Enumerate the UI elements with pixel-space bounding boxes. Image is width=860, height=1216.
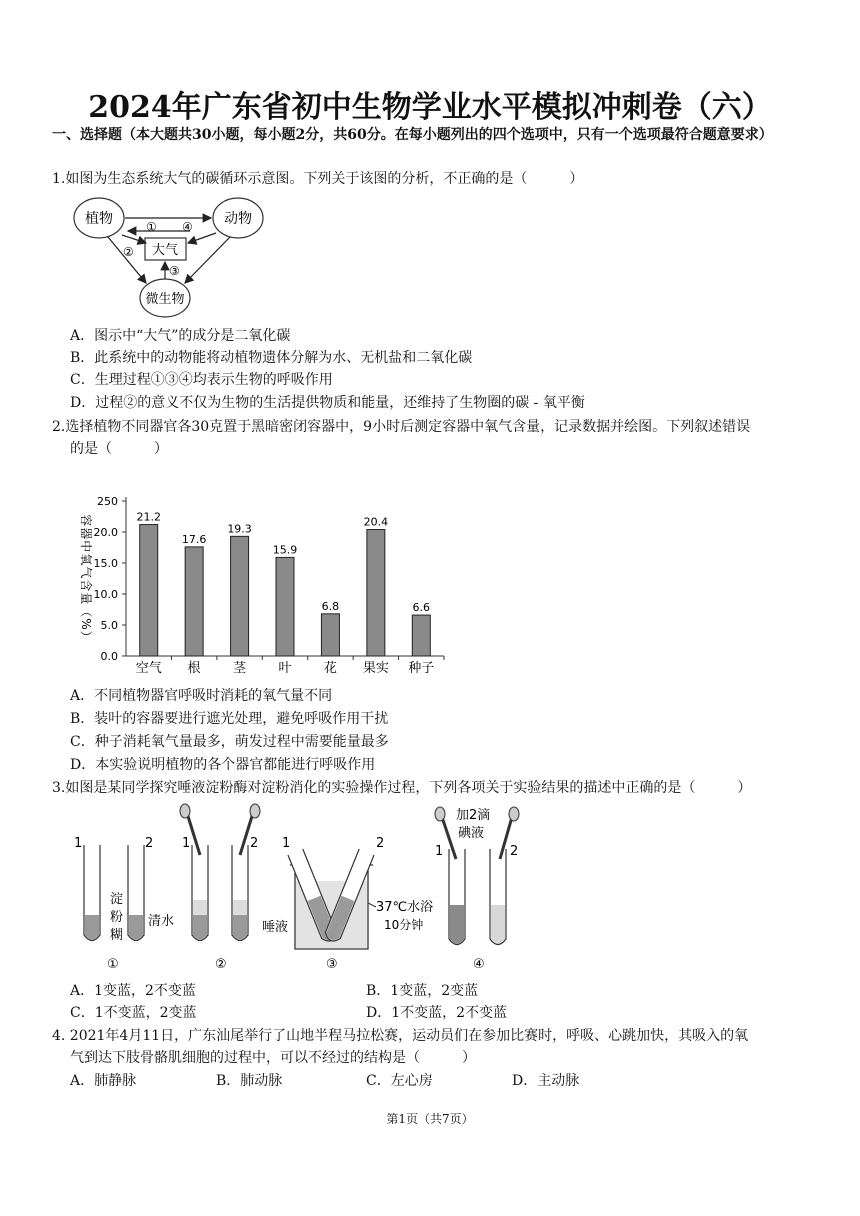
starch-label-1: 淀 <box>110 892 124 907</box>
step1-number: ① <box>107 957 119 972</box>
page-footer: 第1页（共7页） <box>386 1112 474 1126</box>
chart-y-tick-label: 0.0 <box>100 650 118 663</box>
chart-category-label: 根 <box>187 661 201 676</box>
chart-bar-6 <box>367 530 385 656</box>
page-title: 2024年广东省初中生物学业水平模拟冲刺卷（六） <box>88 90 772 125</box>
process-2-label: ② <box>123 245 134 259</box>
chart-category-label: 叶 <box>278 661 292 676</box>
animal-label: 动物 <box>224 211 252 227</box>
q2-option-b: B．装叶的容器要进行遮光处理，避免呼吸作用干扰 <box>70 711 389 727</box>
q3-option-b: B．1变蓝，2变蓝 <box>366 983 479 999</box>
chart-category-label: 花 <box>323 661 337 676</box>
bath-time-label: 10分钟 <box>384 918 424 932</box>
q2-option-a: A．不同植物器官呼吸时消耗的氧气量不同 <box>70 688 333 704</box>
water-bath-label: 37℃水浴 <box>376 900 434 915</box>
step2-tubes <box>180 804 260 941</box>
q1-option-d: D．过程②的意义不仅为生物的生活提供物质和能量，还维持了生物圈的碳 - 氧平衡 <box>70 395 585 411</box>
q2-stem-line2: 的是（ ） <box>70 441 168 457</box>
chart-y-tick-label: 20.0 <box>93 526 118 539</box>
chart-data-label: 21.2 <box>136 510 161 524</box>
q4-stem-line2: 气到达下肢骨骼肌细胞的过程中，可以不经过的结构是（ ） <box>70 1050 476 1066</box>
q2-option-c: C．种子消耗氧气量最多，萌发过程中需要能量最多 <box>70 734 389 750</box>
carbon-cycle-diagram <box>70 193 270 318</box>
iodine-label-2: 碘液 <box>458 826 485 841</box>
step1-tube1-label: 1 <box>74 836 83 851</box>
starch-label-3: 糊 <box>110 928 124 943</box>
plant-label: 植物 <box>85 211 113 227</box>
q3-option-c: C．1不变蓝，2变蓝 <box>70 1005 197 1021</box>
chart-category-label: 种子 <box>408 661 435 676</box>
chart-bar-3 <box>231 536 249 656</box>
chart-y-tick-label: 5.0 <box>100 619 118 632</box>
chart-bar-4 <box>276 557 294 656</box>
microbe-label: 微生物 <box>145 292 185 307</box>
chart-data-label: 20.4 <box>363 515 389 529</box>
step4-tube1-label: 1 <box>435 844 444 859</box>
section-heading: 一、选择题（本大题共30小题，每小题2分，共60分。在每小题列出的四个选项中，只有一个选项最符合题意要求） <box>52 127 773 143</box>
starch-label-2: 粉 <box>110 910 124 925</box>
process-3-label: ③ <box>169 264 180 278</box>
saliva-label: 唾液 <box>262 920 289 935</box>
chart-y-tick-label: 250 <box>97 495 118 508</box>
water-label: 清水 <box>148 914 175 929</box>
q4-option-a: A．肺静脉 <box>70 1073 137 1089</box>
chart-category-label: 茎 <box>233 661 247 676</box>
process-1-label: ① <box>146 220 157 234</box>
arrow-plant-air <box>122 235 146 243</box>
q4-stem-line1: 4. 2021年4月11日，广东汕尾举行了山地半程马拉松赛，运动员们在参加比赛时，呼吸、心跳加快，其吸入的氧 <box>52 1028 749 1044</box>
step3-water-bath <box>288 849 376 949</box>
q3-stem: 3.如图是某同学探究唾液淀粉酶对淀粉消化的实验操作过程，下列各项关于实验结果的描述中正确的是（ ） <box>52 780 752 796</box>
chart-y-tick-label: 10.0 <box>93 588 118 601</box>
chart-bar-5 <box>321 614 339 656</box>
chart-data-label: 17.6 <box>181 532 207 546</box>
q4-option-c: C．左心房 <box>366 1073 433 1089</box>
chart-y-axis-label: 容器中氧气含量（%） <box>79 514 93 644</box>
q2-option-d: D．本实验说明植物的各个器官都能进行呼吸作用 <box>70 757 376 773</box>
chart-data-label: 19.3 <box>227 522 252 536</box>
air-label: 大气 <box>151 243 179 258</box>
step4-tube2-label: 2 <box>510 844 519 859</box>
q3-option-d: D．1不变蓝，2不变蓝 <box>366 1005 508 1021</box>
q1-option-a: A．图示中“大气”的成分是二氧化碳 <box>70 328 291 344</box>
q1-stem: 1.如图为生态系统大气的碳循环示意图。下列关于该图的分析，不正确的是（ ） <box>52 171 584 187</box>
q4-option-b: B．肺动脉 <box>216 1073 283 1089</box>
q2-stem-line1: 2.选择植物不同器官各30克置于黑暗密闭容器中，9小时后测定容器中氧气含量，记录数据并绘图。下列叙述错误 <box>52 419 751 435</box>
arrow-animal-air <box>188 233 216 243</box>
chart-data-label: 6.6 <box>412 601 431 615</box>
q4-option-d: D．主动脉 <box>512 1073 580 1089</box>
chart-bar-1 <box>140 525 158 656</box>
chart-bar-2 <box>185 547 203 656</box>
arrow-plant-microbe <box>108 237 146 283</box>
oxygen-bar-chart <box>70 488 450 680</box>
q3-option-a: A．1变蓝，2不变蓝 <box>70 983 196 999</box>
chart-category-label: 空气 <box>135 661 162 676</box>
arrow-animal-microbe <box>185 237 230 283</box>
starch-digestion-diagram <box>70 803 540 975</box>
step2-number: ② <box>215 957 227 972</box>
step3-tube1-label: 1 <box>282 836 291 851</box>
chart-data-label: 6.8 <box>321 599 340 613</box>
iodine-label-1: 加2滴 <box>456 808 491 823</box>
chart-y-tick-label: 15.0 <box>93 557 118 570</box>
step1-tube2-label: 2 <box>145 836 154 851</box>
q1-option-b: B．此系统中的动物能将动植物遗体分解为水、无机盐和二氧化碳 <box>70 350 473 366</box>
chart-data-label: 15.9 <box>272 543 298 557</box>
step2-tube1-label: 1 <box>182 836 191 851</box>
step4-number: ④ <box>473 957 485 972</box>
step2-tube2-label: 2 <box>250 836 259 851</box>
chart-category-label: 果实 <box>362 661 389 676</box>
chart-bar-7 <box>412 615 430 656</box>
step3-tube2-label: 2 <box>376 836 385 851</box>
process-4-label: ④ <box>182 220 193 234</box>
q1-option-c: C．生理过程①③④均表示生物的呼吸作用 <box>70 372 333 388</box>
step3-number: ③ <box>326 957 338 972</box>
